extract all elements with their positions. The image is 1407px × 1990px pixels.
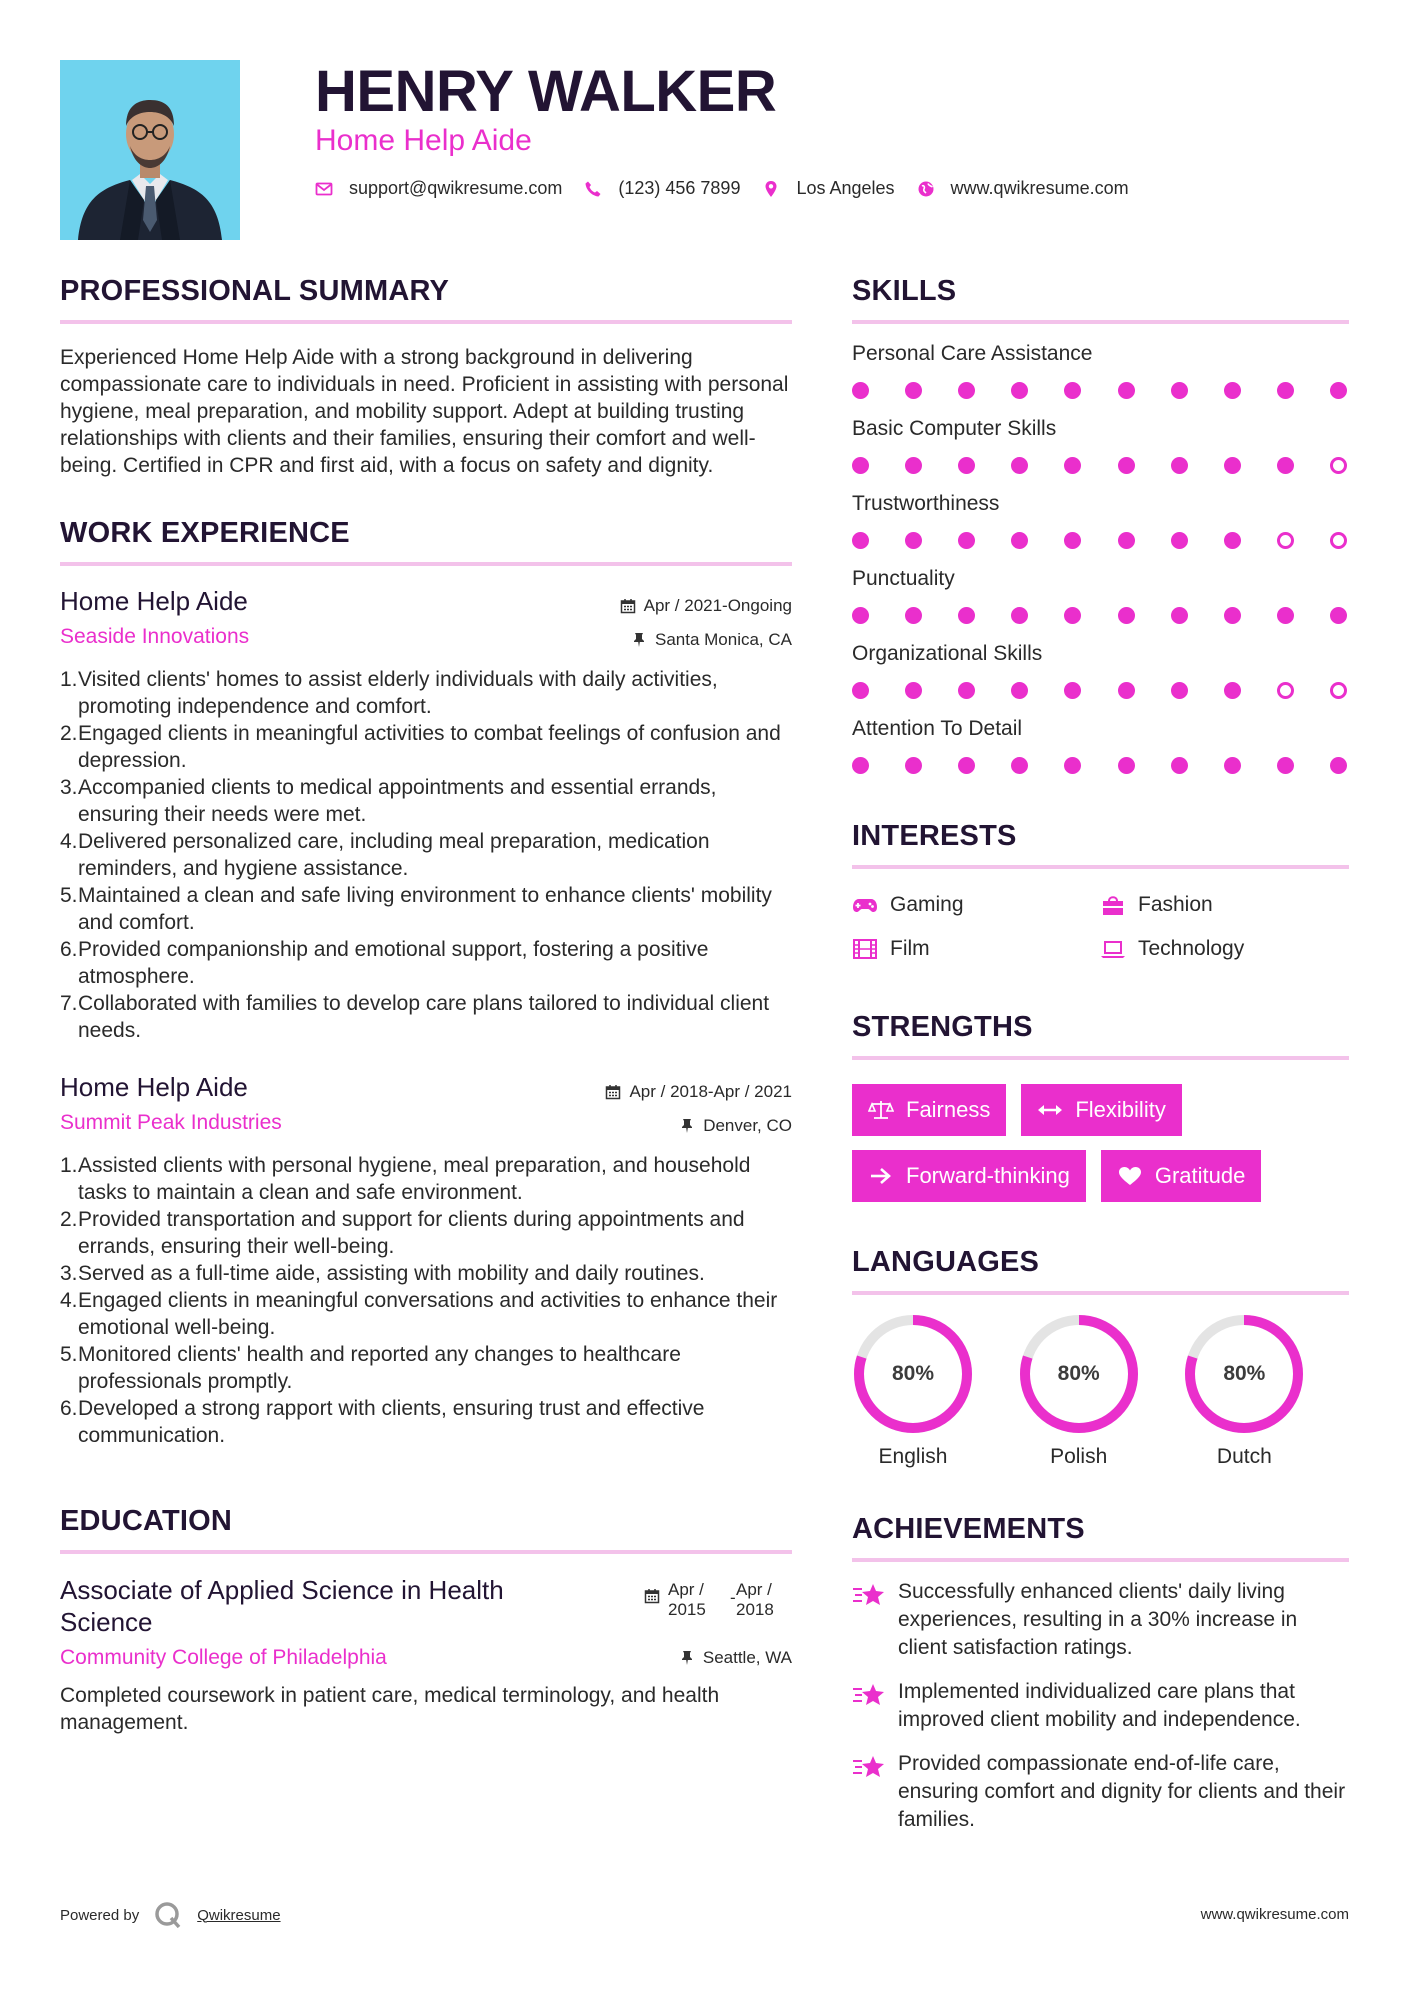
phone-icon: [584, 180, 602, 198]
contact-bar: [315, 178, 1151, 199]
education-location: Seattle, WA: [679, 1648, 792, 1668]
rating-dot-filled: [1224, 382, 1241, 399]
film-icon: [852, 938, 878, 960]
calendar-icon: [605, 1084, 621, 1100]
languages-section: [852, 1246, 1349, 1469]
heart-icon: [1117, 1165, 1143, 1187]
strength-chip: Forward-thinking: [852, 1150, 1086, 1202]
qwikresume-link[interactable]: Qwikresume: [197, 1906, 281, 1924]
section-divider: [852, 1291, 1349, 1295]
strengths-chips: [852, 1084, 1349, 1202]
interest-gaming: Gaming: [852, 893, 1100, 917]
rating-dot-filled: [1011, 682, 1028, 699]
list-item: 2. Engaged clients in meaningful activities to combat feelings of confusion and depression.: [60, 722, 781, 772]
languages-heading: LANGUAGES: [852, 1246, 1040, 1278]
shooting-star-icon: [852, 1752, 886, 1782]
list-item: 1. Assisted clients with personal hygiene, meal preparation, and household tasks to maintain a clean and safe environment.: [60, 1154, 751, 1204]
section-divider: [60, 1550, 792, 1554]
rating-dot-filled: [852, 532, 869, 549]
education-dates: [644, 1574, 792, 1620]
rating-dot-filled: [958, 682, 975, 699]
rating-dot-filled: [1011, 382, 1028, 399]
rating-dot-filled: [1277, 607, 1294, 624]
candidate-name: HENRY WALKER: [315, 59, 777, 124]
experience-heading: WORK EXPERIENCE: [60, 517, 350, 549]
rating-dot-filled: [905, 457, 922, 474]
rating-dot-filled: [1171, 382, 1188, 399]
footer-website[interactable]: www.qwikresume.com: [1200, 1906, 1349, 1923]
rating-dot-filled: [1118, 757, 1135, 774]
rating-dot-filled: [852, 682, 869, 699]
rating-dot-filled: [1118, 382, 1135, 399]
rating-dot-filled: [958, 607, 975, 624]
calendar-icon: [644, 1588, 660, 1604]
interests-section: [852, 820, 1349, 961]
footer-powered-by: Powered by Qwikresume: [60, 1900, 281, 1930]
interest-film: Film: [852, 937, 1100, 961]
rating-dot-filled: [1171, 457, 1188, 474]
job-company: Seaside Innovations: [60, 625, 250, 648]
strengths-heading: STRENGTHS: [852, 1011, 1033, 1043]
rating-dot-filled: [1277, 457, 1294, 474]
rating-dot-filled: [852, 757, 869, 774]
skill-item: [852, 417, 1349, 474]
list-item: 7. Collaborated with families to develop care plans tailored to individual client needs.: [60, 992, 770, 1042]
skills-section: [852, 275, 1349, 774]
rating-dot-filled: [1118, 532, 1135, 549]
contact-location: [762, 178, 894, 199]
skill-item: [852, 642, 1349, 699]
achievement-item: Successfully enhanced clients' daily living experiences, resulting in a 30% increase in client satisfaction ratings.: [852, 1578, 1349, 1662]
strength-chip: Gratitude: [1101, 1150, 1262, 1202]
school-name: Community College of Philadelphia: [60, 1646, 387, 1669]
skill-item: [852, 567, 1349, 624]
pushpin-icon: [631, 632, 647, 648]
map-pin-icon: [762, 180, 780, 198]
rating-dot-filled: [1118, 607, 1135, 624]
education-section: [60, 1505, 792, 1736]
summary-heading: PROFESSIONAL SUMMARY: [60, 275, 450, 307]
list-item: 3. Accompanied clients to medical appointments and essential errands, ensuring their needs were met.: [60, 776, 717, 826]
shooting-star-icon: [852, 1680, 886, 1710]
rating-dot-filled: [1011, 532, 1028, 549]
language-percent: 80%: [1057, 1362, 1100, 1385]
list-item: 5. Monitored clients' health and reported any changes to healthcare professionals promptly.: [60, 1343, 681, 1393]
job-company: Summit Peak Industries: [60, 1111, 282, 1134]
language-item: [1183, 1313, 1349, 1469]
language-item: [1018, 1313, 1184, 1469]
skill-name: Trustworthiness: [852, 492, 1000, 515]
skill-rating: [852, 532, 1349, 549]
shooting-star-icon: [852, 1580, 886, 1610]
list-item: 5. Maintained a clean and safe living environment to enhance clients' mobility and comfort.: [60, 884, 772, 934]
job-location: Denver, CO: [605, 1116, 792, 1136]
rating-dot-filled: [1277, 382, 1294, 399]
right-column: [852, 275, 1349, 1834]
contact-email[interactable]: [315, 178, 562, 199]
skills-heading: SKILLS: [852, 275, 957, 307]
summary-text: Experienced Home Help Aide with a strong background in delivering compassionate care to individuals in need. Proficient in assisting with personal hygiene, meal preparation, and mobility support. Adept at building trusting relationships with clients and their families, ensuring their comfort and well-being. Certified in CPR and first aid, with a focus on safety and dignity.: [60, 346, 789, 477]
rating-dot-empty: [1330, 532, 1347, 549]
job-bullets: [60, 1152, 792, 1449]
list-item: 3. Served as a full-time aide, assisting with mobility and daily routines.: [60, 1262, 705, 1285]
rating-dot-filled: [852, 382, 869, 399]
skill-name: Organizational Skills: [852, 642, 1043, 665]
section-divider: [60, 320, 792, 324]
rating-dot-filled: [1171, 607, 1188, 624]
achievement-item: Provided compassionate end-of-life care, ensuring comfort and dignity for clients and their families.: [852, 1750, 1349, 1834]
rating-dot-filled: [1224, 532, 1241, 549]
rating-dot-filled: [1330, 757, 1347, 774]
skill-name: Punctuality: [852, 567, 955, 590]
rating-dot-filled: [1171, 757, 1188, 774]
rating-dot-filled: [1011, 757, 1028, 774]
list-item: 1. Visited clients' homes to assist elderly individuals with daily activities, promoting independence and comfort.: [60, 668, 718, 718]
education-start: Apr / 2015: [668, 1580, 706, 1619]
section-divider: [852, 1056, 1349, 1060]
gamepad-icon: [852, 894, 878, 916]
rating-dot-filled: [1330, 607, 1347, 624]
rating-dot-filled: [958, 757, 975, 774]
section-divider: [852, 320, 1349, 324]
strength-chip: Fairness: [852, 1084, 1006, 1136]
education-description: Completed coursework in patient care, medical terminology, and health management.: [60, 1684, 720, 1734]
rating-dot-filled: [1064, 757, 1081, 774]
skill-rating: [852, 457, 1349, 474]
skills-list: [852, 342, 1349, 774]
interests-grid: [852, 893, 1349, 961]
language-name: English: [878, 1445, 948, 1468]
pushpin-icon: [679, 1118, 695, 1134]
rating-dot-filled: [1064, 607, 1081, 624]
phone-text: (123) 456 7899: [618, 178, 741, 198]
strengths-section: [852, 1011, 1349, 1202]
rating-dot-empty: [1277, 532, 1294, 549]
rating-dot-filled: [905, 532, 922, 549]
list-item: 4. Delivered personalized care, including meal preparation, medication reminders, and hygiene assistance.: [60, 830, 710, 880]
rating-dot-filled: [905, 682, 922, 699]
language-progress-ring: [1018, 1313, 1140, 1435]
location-text: Los Angeles: [796, 178, 895, 198]
skill-rating: [852, 682, 1349, 699]
rating-dot-filled: [1330, 382, 1347, 399]
left-column: [60, 275, 792, 1736]
job-location: Santa Monica, CA: [620, 630, 792, 650]
language-name: Dutch: [1216, 1445, 1272, 1468]
interest-technology: Technology: [1100, 937, 1348, 961]
rating-dot-filled: [958, 382, 975, 399]
job-title: Home Help Aide: [60, 1072, 248, 1102]
achievements-list: [852, 1578, 1349, 1834]
language-progress-ring: [1183, 1313, 1305, 1435]
job-dates: Apr / 2018-Apr / 2021: [605, 1082, 792, 1102]
date-separator: -: [730, 1588, 736, 1607]
rating-dot-filled: [1011, 607, 1028, 624]
arrows-horizontal-icon: [1037, 1099, 1063, 1121]
language-percent: 80%: [891, 1362, 935, 1385]
rating-dot-filled: [1064, 382, 1081, 399]
balance-scale-icon: [868, 1099, 894, 1121]
education-end: Apr / 2018: [736, 1580, 774, 1619]
list-item: 6. Provided companionship and emotional support, fostering a positive atmosphere.: [60, 938, 709, 988]
skill-rating: [852, 607, 1349, 624]
achievements-section: [852, 1513, 1349, 1834]
globe-icon: [917, 180, 935, 198]
envelope-icon: [315, 180, 333, 198]
rating-dot-empty: [1330, 682, 1347, 699]
rating-dot-filled: [1171, 532, 1188, 549]
rating-dot-filled: [852, 607, 869, 624]
language-progress-ring: [852, 1313, 974, 1435]
job-bullets: [60, 666, 792, 1044]
language-percent: 80%: [1223, 1362, 1266, 1385]
skill-name: Basic Computer Skills: [852, 417, 1057, 440]
degree-title: Associate of Applied Science in Health Science: [60, 1575, 504, 1637]
strength-chip: Flexibility: [1021, 1084, 1181, 1136]
skill-name: Attention To Detail: [852, 717, 1023, 740]
section-divider: [852, 865, 1349, 869]
rating-dot-filled: [1064, 532, 1081, 549]
list-item: 2. Provided transportation and support for clients during appointments and errands, ensuring their well-being.: [60, 1208, 745, 1258]
interests-heading: INTERESTS: [852, 820, 1017, 852]
rating-dot-filled: [1171, 682, 1188, 699]
section-divider: [852, 1558, 1349, 1562]
skill-rating: [852, 757, 1349, 774]
qwikresume-logo-icon: [153, 1900, 183, 1930]
rating-dot-empty: [1330, 457, 1347, 474]
contact-website[interactable]: [917, 178, 1129, 199]
rating-dot-filled: [1224, 757, 1241, 774]
job-entry: [60, 1072, 792, 1449]
achievement-item: Implemented individualized care plans that improved client mobility and independence.: [852, 1678, 1349, 1734]
shopping-bag-icon: [1100, 894, 1126, 916]
skill-rating: [852, 382, 1349, 399]
rating-dot-empty: [1277, 682, 1294, 699]
list-item: 4. Engaged clients in meaningful conversations and activities to enhance their emotional well-being.: [60, 1289, 778, 1339]
interest-fashion: Fashion: [1100, 893, 1348, 917]
skill-item: [852, 342, 1349, 399]
language-item: [852, 1313, 1018, 1469]
rating-dot-filled: [958, 532, 975, 549]
rating-dot-filled: [905, 382, 922, 399]
rating-dot-filled: [1224, 607, 1241, 624]
calendar-icon: [620, 598, 636, 614]
experience-section: [60, 517, 792, 1449]
rating-dot-filled: [1064, 682, 1081, 699]
job-dates: Apr / 2021-Ongoing: [620, 596, 792, 616]
rating-dot-filled: [1224, 457, 1241, 474]
rating-dot-filled: [1118, 682, 1135, 699]
skill-name: Personal Care Assistance: [852, 342, 1093, 365]
candidate-title: Home Help Aide: [315, 124, 532, 157]
rating-dot-filled: [958, 457, 975, 474]
skill-item: [852, 717, 1349, 774]
rating-dot-filled: [1064, 457, 1081, 474]
contact-phone[interactable]: [584, 178, 740, 199]
education-heading: EDUCATION: [60, 1505, 233, 1537]
job-title: Home Help Aide: [60, 586, 248, 616]
laptop-icon: [1100, 938, 1126, 960]
rating-dot-filled: [1224, 682, 1241, 699]
rating-dot-filled: [1277, 757, 1294, 774]
rating-dot-filled: [852, 457, 869, 474]
website-text: www.qwikresume.com: [950, 178, 1129, 198]
summary-section: [60, 275, 792, 479]
rating-dot-filled: [1011, 457, 1028, 474]
pushpin-icon: [679, 1650, 695, 1666]
languages-list: [852, 1313, 1349, 1469]
achievements-heading: ACHIEVEMENTS: [852, 1513, 1085, 1545]
email-text: support@qwikresume.com: [349, 178, 563, 198]
arrow-right-icon: [868, 1165, 894, 1187]
skill-item: [852, 492, 1349, 549]
job-entry: [60, 586, 792, 1044]
rating-dot-filled: [1118, 457, 1135, 474]
list-item: 6. Developed a strong rapport with clients, ensuring trust and effective communication.: [60, 1397, 705, 1447]
profile-photo: [60, 60, 240, 240]
rating-dot-filled: [905, 757, 922, 774]
rating-dot-filled: [905, 607, 922, 624]
section-divider: [60, 562, 792, 566]
language-name: Polish: [1050, 1445, 1108, 1468]
